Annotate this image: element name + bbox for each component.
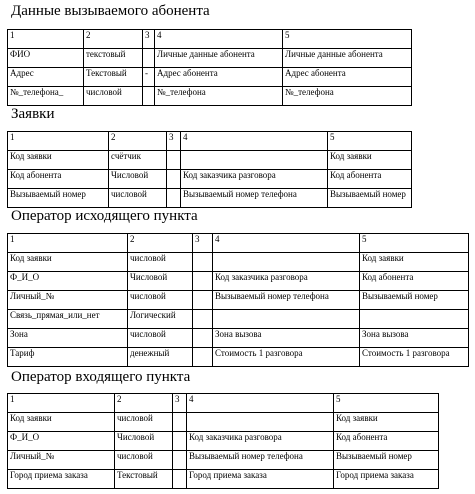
table-cell	[193, 291, 213, 310]
table-cell: Ф_И_О	[8, 432, 115, 451]
table-row	[8, 272, 469, 291]
table-cell	[173, 413, 187, 432]
table-cell: Личные данные абонента	[155, 49, 283, 68]
section-title: Оператор входящего пункта	[11, 369, 191, 385]
table-cell: Код заявки	[328, 151, 412, 170]
table-row	[8, 432, 439, 451]
header-cell: 5	[328, 132, 412, 151]
table-header-row	[8, 132, 412, 151]
header-cell: 1	[8, 30, 84, 49]
table-cell: Вызываемый номер	[328, 189, 412, 208]
table-row	[8, 329, 469, 348]
data-table	[7, 29, 412, 106]
section-title: Заявки	[11, 106, 55, 122]
table-row	[8, 470, 439, 489]
table-cell: Ф_И_О	[8, 272, 128, 291]
table-row	[8, 451, 439, 470]
table-row	[8, 348, 469, 367]
table-row	[8, 170, 412, 189]
table-cell	[213, 253, 360, 272]
header-cell: 2	[128, 234, 193, 253]
table-cell: счётчик	[109, 151, 167, 170]
table-cell: Код заявки	[360, 253, 469, 272]
table-row	[8, 253, 469, 272]
table-cell	[167, 170, 181, 189]
table-cell: Стоимость 1 разговора	[213, 348, 360, 367]
table-cell: Вызываемый номер	[8, 189, 109, 208]
table-cell: Вызываемый номер телефона	[181, 189, 328, 208]
table-cell: Город приема заказа	[334, 470, 439, 489]
table-cell	[213, 310, 360, 329]
table-cell: Зона вызова	[360, 329, 469, 348]
table-cell: Адрес	[8, 68, 84, 87]
table-cell: Вызываемый номер телефона	[213, 291, 360, 310]
table-cell: числовой	[128, 291, 193, 310]
table-cell: Зона	[8, 329, 128, 348]
header-cell: 5	[283, 30, 412, 49]
table-cell: числовой	[128, 329, 193, 348]
table-cell	[181, 151, 328, 170]
data-table	[7, 393, 439, 489]
header-cell: 2	[84, 30, 143, 49]
table-cell: №_телефона	[283, 87, 412, 106]
table-cell	[173, 470, 187, 489]
table-cell: -	[143, 68, 155, 87]
table-cell: Код заявки	[8, 151, 109, 170]
table-cell: Личный_№	[8, 451, 115, 470]
table-cell: денежный	[128, 348, 193, 367]
table-cell: Числовой	[115, 432, 173, 451]
table-cell: Код заказчика разговора	[213, 272, 360, 291]
table-cell: Адрес абонента	[155, 68, 283, 87]
table-cell	[173, 432, 187, 451]
table-row	[8, 151, 412, 170]
table-row	[8, 189, 412, 208]
table-cell: Вызываемый номер телефона	[187, 451, 334, 470]
table-cell: Код абонента	[8, 170, 109, 189]
table-cell	[193, 253, 213, 272]
table-cell: Код абонента	[328, 170, 412, 189]
table-cell: ФИО	[8, 49, 84, 68]
table-cell: Зона вызова	[213, 329, 360, 348]
table-cell: числовой	[84, 87, 143, 106]
header-cell: 4	[213, 234, 360, 253]
table-cell: Код абонента	[360, 272, 469, 291]
table-cell: Текстовый	[84, 68, 143, 87]
table-cell: Код абонента	[334, 432, 439, 451]
table-cell	[360, 310, 469, 329]
table-cell: Числовой	[128, 272, 193, 291]
table-cell: Личные данные абонента	[283, 49, 412, 68]
table-cell: Город приема заказа	[8, 470, 115, 489]
table-cell	[173, 451, 187, 470]
header-cell: 1	[8, 394, 115, 413]
header-cell: 4	[181, 132, 328, 151]
table-cell: числовой	[109, 189, 167, 208]
header-cell: 5	[334, 394, 439, 413]
table-cell: Код заявки	[8, 413, 115, 432]
header-cell: 2	[109, 132, 167, 151]
table-cell: текстовый	[84, 49, 143, 68]
table-cell: Связь_прямая_или_нет	[8, 310, 128, 329]
table-cell: Логический	[128, 310, 193, 329]
header-cell: 3	[167, 132, 181, 151]
table-cell	[193, 310, 213, 329]
header-cell: 4	[187, 394, 334, 413]
table-header-row	[8, 234, 469, 253]
data-table	[7, 131, 412, 208]
table-cell	[167, 189, 181, 208]
table-row	[8, 49, 412, 68]
table-cell: Вызываемый номер	[334, 451, 439, 470]
table-cell: Город приема заказа	[187, 470, 334, 489]
table-cell	[187, 413, 334, 432]
table-header-row	[8, 30, 412, 49]
table-cell: Тариф	[8, 348, 128, 367]
table-cell	[193, 272, 213, 291]
table-cell	[167, 151, 181, 170]
header-cell: 3	[173, 394, 187, 413]
header-cell: 3	[193, 234, 213, 253]
header-cell: 5	[360, 234, 469, 253]
table-row	[8, 413, 439, 432]
header-cell: 1	[8, 132, 109, 151]
table-cell: числовой	[115, 413, 173, 432]
table-cell: числовой	[115, 451, 173, 470]
table-header-row	[8, 394, 439, 413]
header-cell: 4	[155, 30, 283, 49]
table-cell: Числовой	[109, 170, 167, 189]
table-row	[8, 291, 469, 310]
data-table	[7, 233, 469, 367]
section-title: Данные вызываемого абонента	[11, 3, 210, 19]
table-cell	[193, 348, 213, 367]
section-title: Оператор исходящего пункта	[11, 208, 198, 224]
table-row	[8, 87, 412, 106]
table-cell: Текстовый	[115, 470, 173, 489]
table-cell	[193, 329, 213, 348]
table-cell	[143, 49, 155, 68]
table-cell: Код заявки	[8, 253, 128, 272]
header-cell: 3	[143, 30, 155, 49]
table-cell: Вызываемый номер	[360, 291, 469, 310]
table-row	[8, 68, 412, 87]
table-row	[8, 310, 469, 329]
header-cell: 1	[8, 234, 128, 253]
table-cell: №_телефона	[155, 87, 283, 106]
table-cell: Адрес абонента	[283, 68, 412, 87]
table-cell: №_телефона_	[8, 87, 84, 106]
table-cell	[143, 87, 155, 106]
table-cell: Личный_№	[8, 291, 128, 310]
table-cell: Код заказчика разговора	[181, 170, 328, 189]
header-cell: 2	[115, 394, 173, 413]
table-cell: Код заказчика разговора	[187, 432, 334, 451]
table-cell: Стоимость 1 разговора	[360, 348, 469, 367]
table-cell: Код заявки	[334, 413, 439, 432]
table-cell: числовой	[128, 253, 193, 272]
